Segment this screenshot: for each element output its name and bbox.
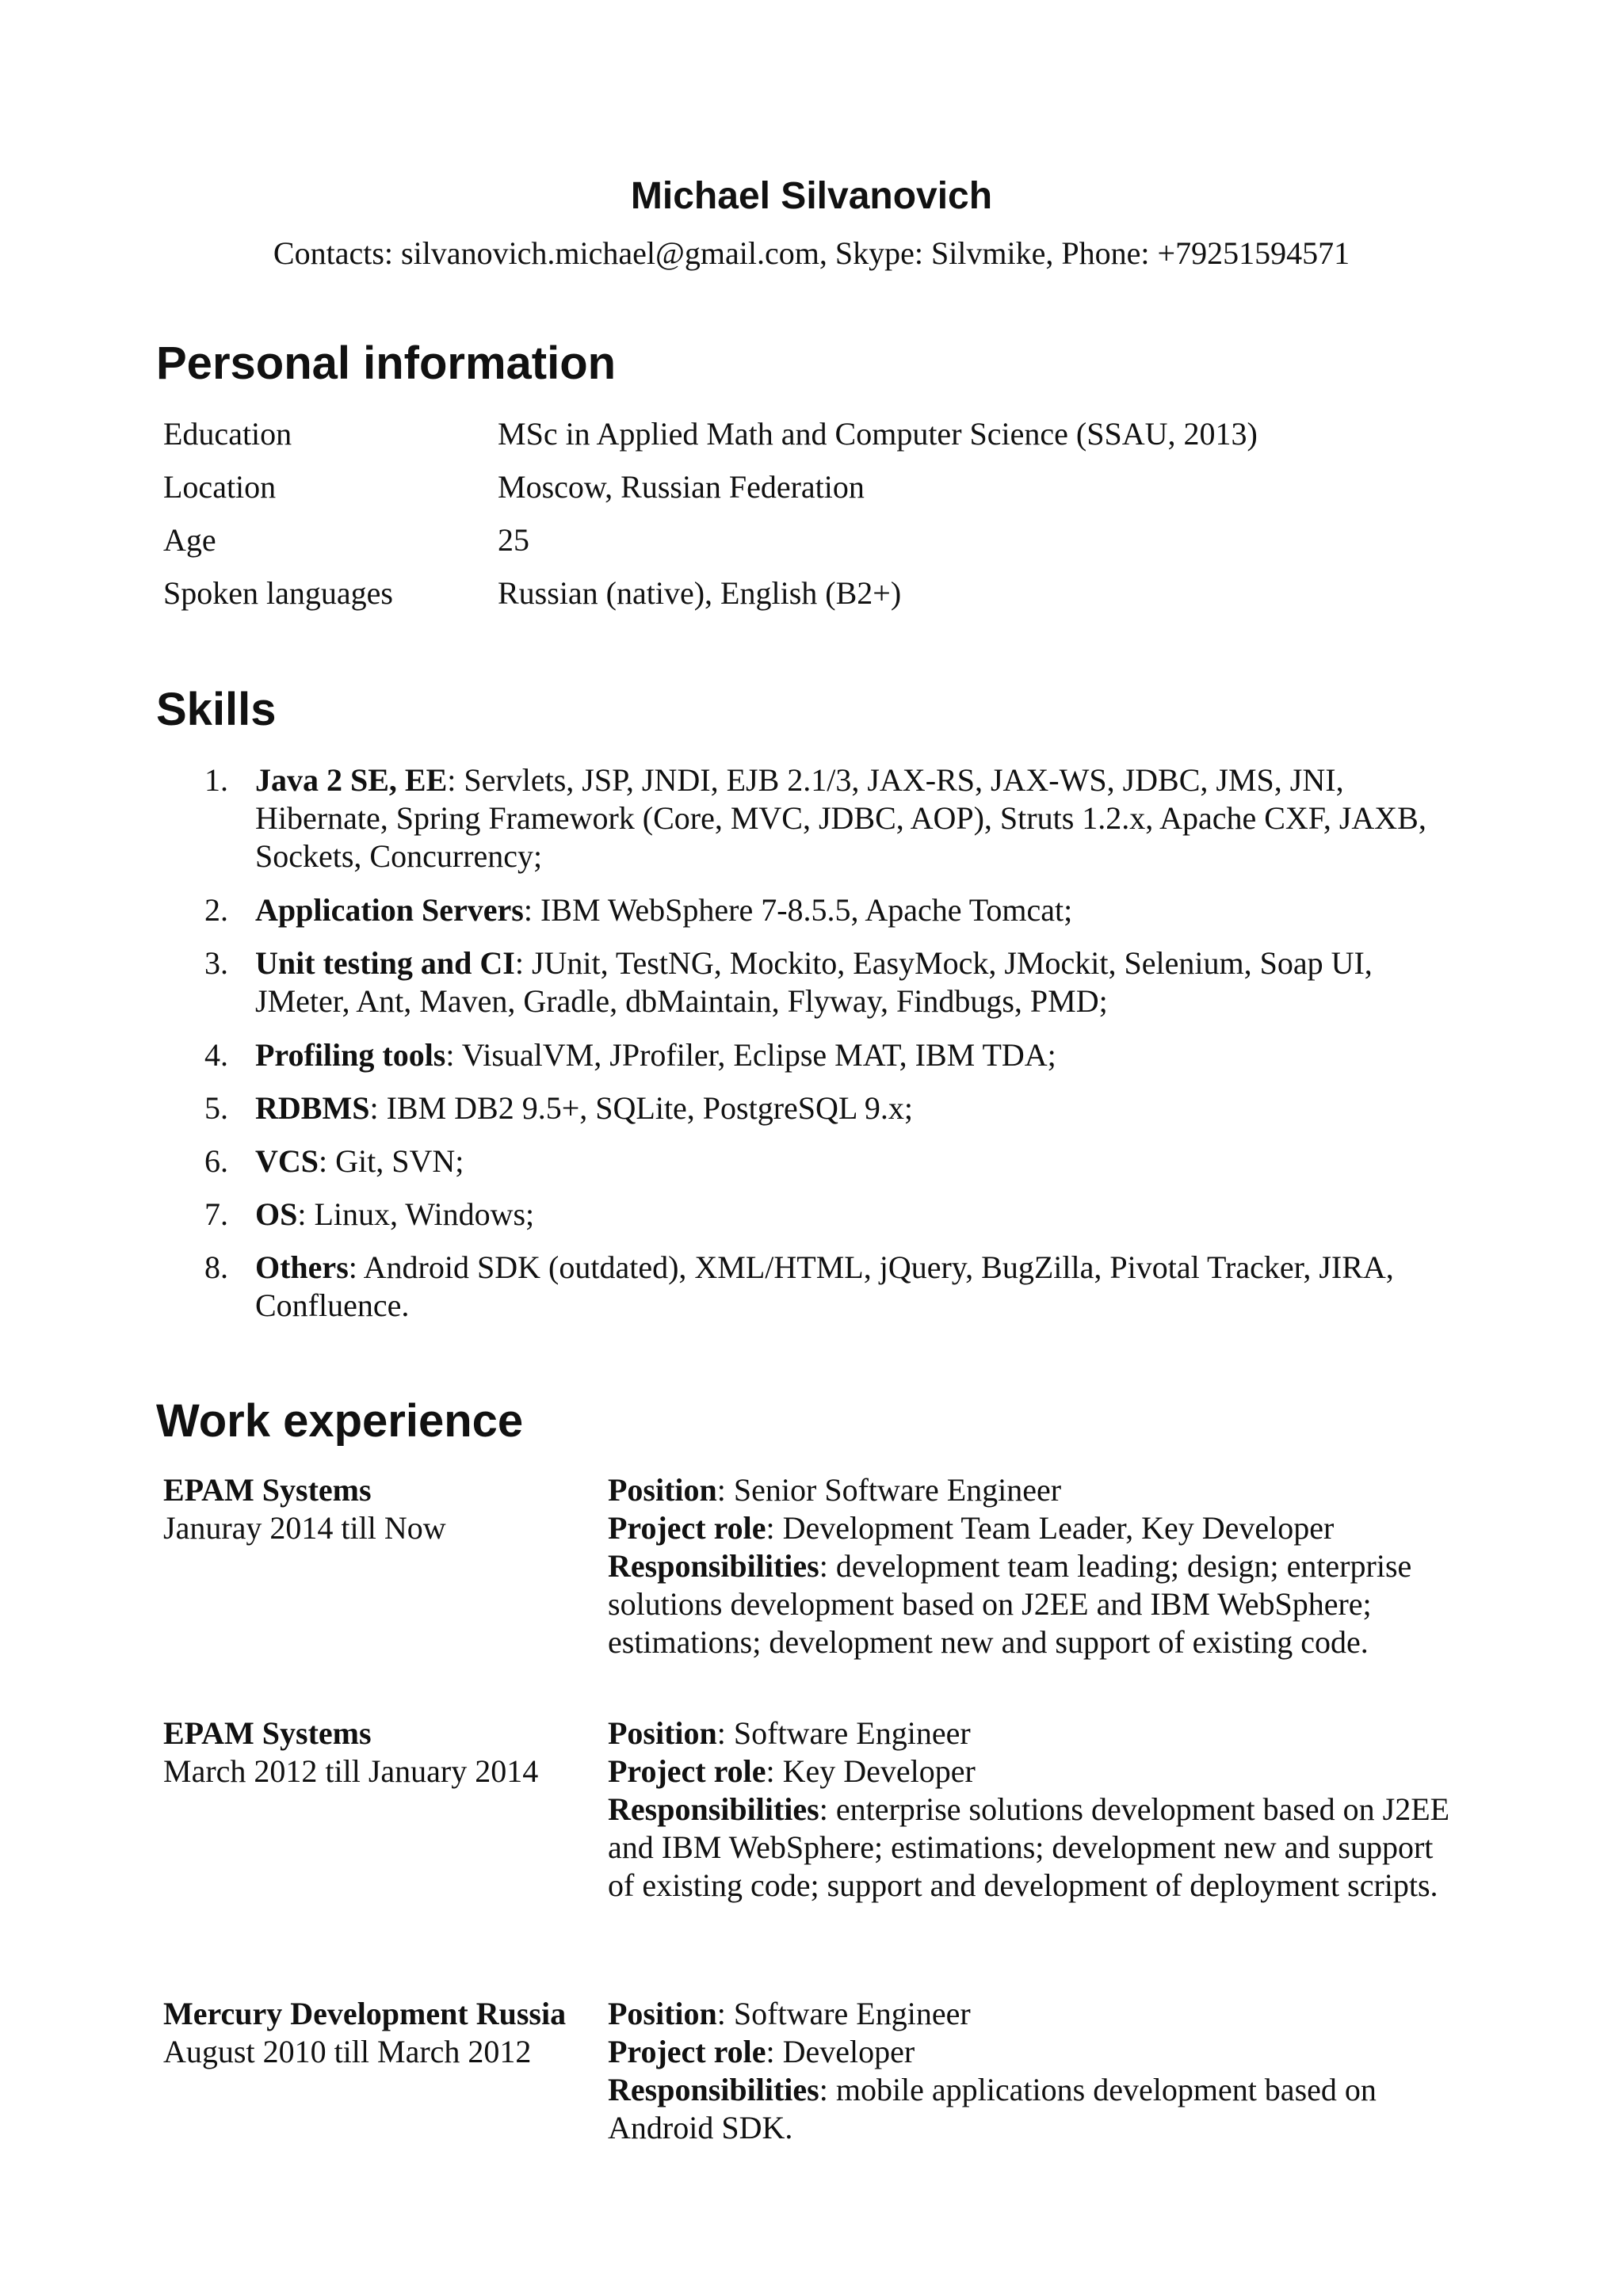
skill-label: Others — [255, 1249, 349, 1285]
job-role: Project role: Key Developer — [608, 1753, 976, 1789]
info-value: Russian (native), English (B2+) — [498, 575, 902, 611]
skill-label: Java 2 SE, EE — [255, 762, 448, 798]
skill-label: Application Servers — [255, 892, 524, 928]
skill-number: 6. — [204, 1143, 228, 1179]
skill-detail: : Git, SVN; — [319, 1143, 464, 1179]
work-experience-heading: Work experience — [156, 1395, 524, 1447]
job-period: March 2012 till January 2014 — [163, 1753, 539, 1789]
job-position: Position: Software Engineer — [608, 1996, 971, 2031]
personal-info-heading: Personal information — [156, 338, 617, 389]
job-role: Project role: Development Team Leader, Key Developer — [608, 1510, 1335, 1546]
skill-number: 8. — [204, 1249, 228, 1285]
info-value: MSc in Applied Math and Computer Science (SSAU, 2013) — [498, 416, 1258, 452]
skill-label: VCS — [255, 1143, 319, 1179]
contacts-line: Contacts: silvanovich.michael@gmail.com, Skype: Silvmike, Phone: +79251594571 — [273, 235, 1350, 271]
skill-detail: : Android SDK (outdated), XML/HTML, jQuery, BugZilla, Pivotal Tracker, JIRA, Confluence. — [255, 1249, 1394, 1323]
skill-detail: : IBM WebSphere 7-8.5.5, Apache Tomcat; — [523, 892, 1073, 928]
info-label: Age — [163, 522, 216, 558]
skill-label: RDBMS — [255, 1090, 370, 1126]
info-value: 25 — [498, 522, 529, 558]
job-responsibilities: Responsibilities: mobile applications development based on Android SDK. — [608, 2072, 1377, 2145]
skill-number: 1. — [204, 762, 228, 798]
job-company: EPAM Systems — [163, 1472, 372, 1508]
job-responsibilities: Responsibilities: development team leading; design; enterprise solutions development based on J2EE and IBM WebSphere; estimations; development new and support of existing code. — [608, 1548, 1412, 1660]
skills-heading: Skills — [156, 684, 277, 735]
info-label: Spoken languages — [163, 575, 393, 611]
skill-number: 5. — [204, 1090, 228, 1126]
info-value: Moscow, Russian Federation — [498, 469, 865, 505]
skill-detail: : VisualVM, JProfiler, Eclipse MAT, IBM TDA; — [445, 1037, 1056, 1073]
job-position: Position: Software Engineer — [608, 1715, 971, 1751]
skill-detail: : JUnit, TestNG, Mockito, EasyMock, JMockit, Selenium, Soap UI, JMeter, Ant, Maven, Gradle, dbMaintain, Flyway, Findbugs, PMD; — [255, 945, 1373, 1019]
skill-number: 2. — [204, 892, 228, 928]
job-responsibilities: Responsibilities: enterprise solutions development based on J2EE and IBM WebSphere; estimations; development new and support of existing code; support and development of deployment scripts. — [608, 1791, 1450, 1903]
job-position: Position: Senior Software Engineer — [608, 1472, 1062, 1508]
job-period: August 2010 till March 2012 — [163, 2034, 532, 2069]
job-role: Project role: Developer — [608, 2034, 915, 2069]
skill-detail: : IBM DB2 9.5+, SQLite, PostgreSQL 9.x; — [369, 1090, 913, 1126]
skill-number: 3. — [204, 945, 228, 981]
skill-label: OS — [255, 1196, 298, 1232]
job-company: EPAM Systems — [163, 1715, 372, 1751]
skill-label: Profiling tools — [255, 1037, 446, 1073]
candidate-name: Michael Silvanovich — [630, 175, 993, 217]
skill-detail: : Linux, Windows; — [297, 1196, 535, 1232]
skill-number: 4. — [204, 1037, 228, 1073]
job-period: Januray 2014 till Now — [163, 1510, 446, 1546]
skill-detail: : Servlets, JSP, JNDI, EJB 2.1/3, JAX-RS, JAX-WS, JDBC, JMS, JNI, Hibernate, Spring Framework (Core, MVC, JDBC, AOP), Struts 1.2.x, Apache CXF, JAXB, Sockets, Concurrency; — [255, 762, 1426, 874]
skill-label: Unit testing and CI — [255, 945, 515, 981]
info-label: Education — [163, 416, 292, 452]
info-label: Location — [163, 469, 277, 505]
job-company: Mercury Development Russia — [163, 1996, 567, 2031]
skill-number: 7. — [204, 1196, 228, 1232]
